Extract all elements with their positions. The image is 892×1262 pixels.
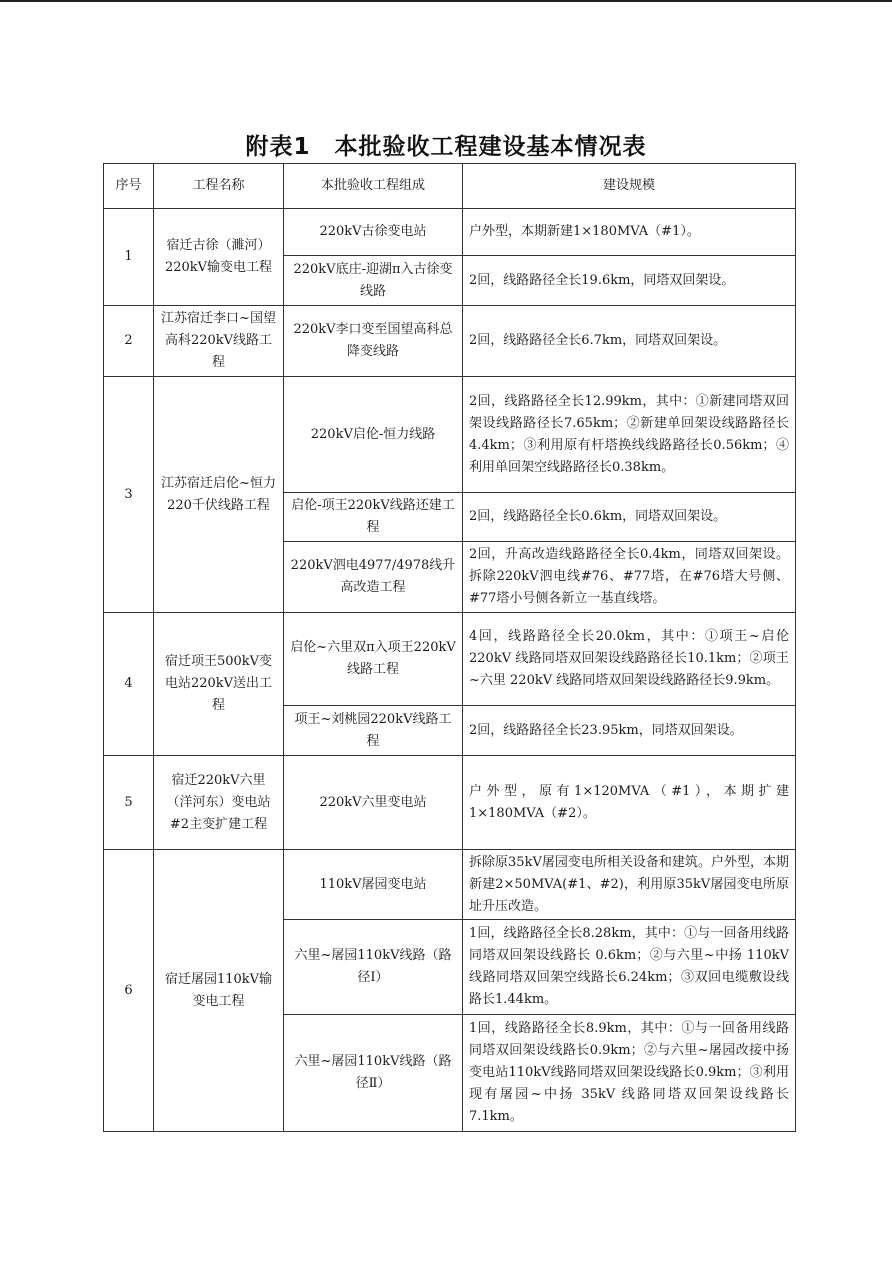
component-name: 项王~刘桃园220kV线路工程: [284, 706, 463, 756]
component-name: 220kV底庄-迎湖π入古徐变线路: [284, 256, 463, 306]
table-row: [104, 613, 796, 706]
component-scale: 2回，线路路径全长19.6km，同塔双回架设。: [463, 256, 796, 306]
project-name: 宿迁屠园110kV输变电工程: [154, 850, 284, 1132]
table-row: [104, 850, 796, 920]
project-name: 宿迁项王500kV变电站220kV送出工程: [154, 613, 284, 756]
component-name: 220kV李口变至国望高科总降变线路: [284, 306, 463, 377]
component-scale: 2回，线路路径全长23.95km，同塔双回架设。: [463, 706, 796, 756]
component-name: 220kV古徐变电站: [284, 209, 463, 256]
header-components: 本批验收工程组成: [284, 164, 463, 209]
component-scale: 2回，线路路径全长0.6km，同塔双回架设。: [463, 493, 796, 542]
project-name: 宿迁220kV六里（洋河东）变电站#2主变扩建工程: [154, 756, 284, 850]
component-name: 110kV屠园变电站: [284, 850, 463, 920]
component-scale: 1回，线路路径全长8.9km，其中：①与一回备用线路同塔双回架设线路长0.9km；②与六里~屠园改接中扬变电站110kV线路同塔双回架设线路长0.9km；③利用现有屠园~中扬 35kV 线路同塔双回架设线路长7.1km。: [463, 1015, 796, 1132]
project-name: 江苏宿迁李口~国望高科220kV线路工程: [154, 306, 284, 377]
header-no: 序号: [104, 164, 154, 209]
page-title: 附表1 本批验收工程建设基本情况表: [245, 134, 647, 160]
project-no: 2: [104, 306, 154, 377]
table-row: [104, 377, 796, 493]
component-scale: 2回，线路路径全长6.7km，同塔双回架设。: [463, 306, 796, 377]
component-scale: 户外型，原有1×120MVA（#1），本期扩建1×180MVA（#2）。: [463, 756, 796, 850]
project-table: [103, 163, 796, 1132]
component-scale: 2回，升高改造线路路径全长0.4km，同塔双回架设。拆除220kV泗电线#76、#77塔，在#76塔大号侧、#77塔小号侧各新立一基直线塔。: [463, 542, 796, 613]
table-header-row: [104, 164, 796, 209]
component-name: 启伦-项王220kV线路还建工程: [284, 493, 463, 542]
component-name: 六里~屠园110kV线路（路径Ⅱ）: [284, 1015, 463, 1132]
component-name: 220kV泗电4977/4978线升高改造工程: [284, 542, 463, 613]
component-name: 220kV启伦-恒力线路: [284, 377, 463, 493]
project-no: 5: [104, 756, 154, 850]
component-scale: 2回，线路路径全长12.99km，其中：①新建同塔双回架设线路路径长7.65km；②新建单回架设线路路径长 4.4km；③利用原有杆塔换线线路路径长0.56km；④利用单回架空线路路径长0.38km。: [463, 377, 796, 493]
header-project-name: 工程名称: [154, 164, 284, 209]
component-name: 启伦~六里双π入项王220kV线路工程: [284, 613, 463, 706]
project-no: 1: [104, 209, 154, 306]
project-no: 3: [104, 377, 154, 613]
component-scale: 户外型，本期新建1×180MVA（#1）。: [463, 209, 796, 256]
header-scale: 建设规模: [463, 164, 796, 209]
table-row: [104, 306, 796, 377]
page-top-border: [0, 0, 892, 2]
project-name: 宿迁古徐（濉河）220kV输变电工程: [154, 209, 284, 306]
project-name: 江苏宿迁启伦~恒力220千伏线路工程: [154, 377, 284, 613]
project-no: 6: [104, 850, 154, 1132]
component-name: 220kV六里变电站: [284, 756, 463, 850]
table-row: [104, 209, 796, 256]
component-name: 六里~屠园110kV线路（路径Ⅰ）: [284, 920, 463, 1015]
component-scale: 拆除原35kV屠园变电所相关设备和建筑。户外型，本期新建2×50MVA(#1、#2)，利用原35kV屠园变电所原址升压改造。: [463, 850, 796, 920]
component-scale: 1回，线路路径全长8.28km，其中：①与一回备用线路同塔双回架设线路长 0.6km；②与六里~中扬 110kV 线路同塔双回架空线路长6.24km；③双回电缆敷设线路长1.44km。: [463, 920, 796, 1015]
component-scale: 4回，线路路径全长20.0km，其中：①项王~启伦 220kV 线路同塔双回架设线路路径长10.1km；②项王~六里 220kV 线路同塔双回架设线路路径长9.9km。: [463, 613, 796, 706]
table-row: [104, 756, 796, 850]
project-no: 4: [104, 613, 154, 756]
